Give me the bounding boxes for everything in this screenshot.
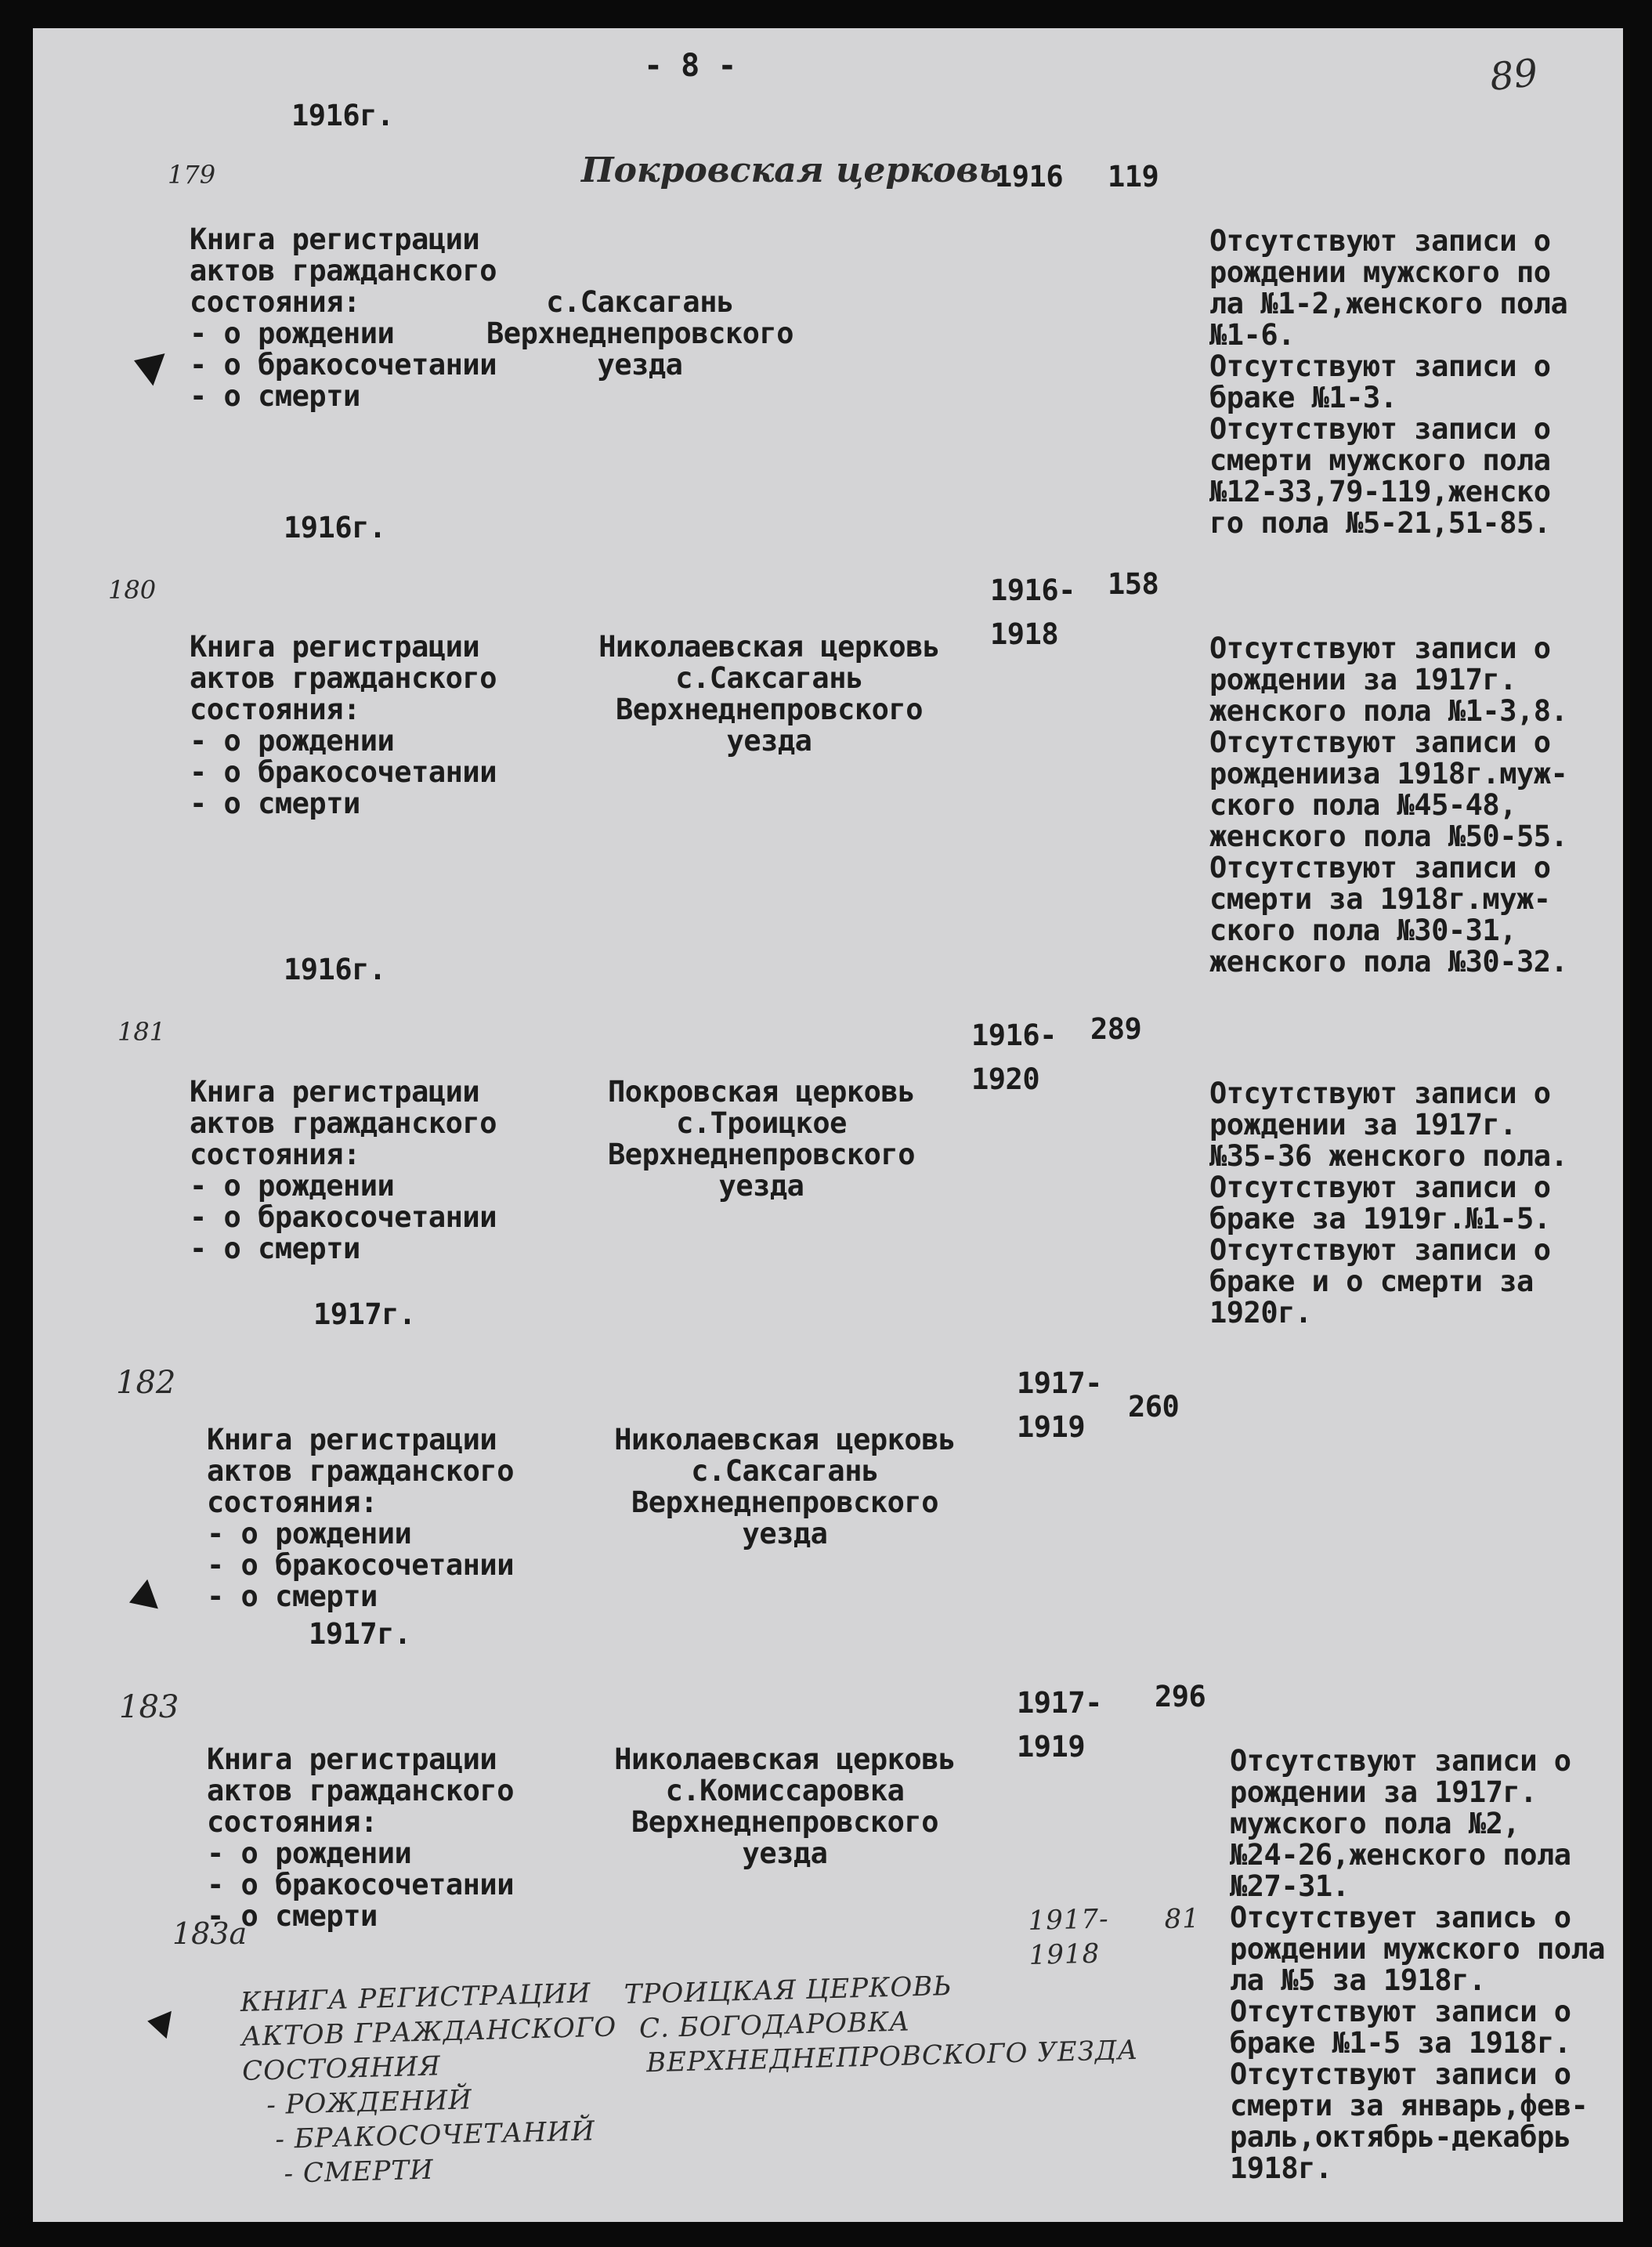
record-number: 183 [119, 1689, 179, 1725]
record-notes: Отсутствуют записи о рождении мужского по ла №1-2,женского пола №1-6. Отсутствуют записи о браке №1-3. Отсутствуют записи о смерти мужского пола №12-33,79-119,женско го пола №5-21,51-85. [1209, 224, 1568, 540]
record-number: 182 [116, 1365, 176, 1401]
record-years: 1916- 1920 [971, 1019, 1057, 1096]
archive-page-number: 89 [1488, 50, 1540, 100]
record-title: Книга регистрации актов гражданского состояния: - о рождении - о бракосочетании - о смерти [190, 1075, 497, 1265]
record-title: Книга регистрации актов гражданского состояния: - о рождении - о бракосочетании - о смерти [190, 223, 497, 413]
margin-mark [145, 2007, 172, 2039]
record-title: Книга регистрации актов гражданского состояния: - о рождении - о бракосочетании - о смерти [190, 630, 497, 820]
record-count: 81 [1164, 1902, 1201, 1935]
record-count: 296 [1155, 1680, 1206, 1713]
year-header: 1916г. [284, 511, 386, 545]
margin-mark [124, 1579, 158, 1618]
record-title: Книга регистрации актов гражданского состояния: - о рождении - о бракосочетании - о смерти [207, 1423, 514, 1613]
record-years: 1916- 1918 [990, 574, 1075, 651]
record-notes: Отсутствуют записи о рождении за 1917г. женского пола №1-3,8. Отсутствуют записи о рожденииза 1918г.муж- ского пола №45-48, женского пола №50-55. Отсутствуют записи о смерти за 1918г.муж- ского пола №30-31, женского пола №30-32. [1209, 631, 1568, 979]
document-page [33, 28, 1623, 2222]
record-place: Покровская церковь с.Троицкое Верхнеднепровского уезда [608, 1075, 915, 1203]
record-years: 1917- 1919 [1017, 1366, 1102, 1444]
record-years: 1917- 1918 [1028, 1903, 1110, 1971]
record-count: 158 [1108, 567, 1159, 601]
record-number: 181 [117, 1017, 166, 1047]
record-count: 119 [1108, 160, 1159, 194]
record-place: Николаевская церковь с.Саксагань Верхнеднепровского уезда [614, 1423, 956, 1550]
record-place: Николаевская церковь с.Комиссаровка Верхнеднепровского уезда [614, 1742, 956, 1870]
year-header: 1917г. [313, 1297, 416, 1331]
record-count: 289 [1090, 1012, 1142, 1046]
record-place: ТРОИЦКАЯ ЦЕРКОВЬ С. БОГОДАРОВКА ВЕРХНЕДНЕПРОВСКОГО УЕЗДА [624, 1970, 1139, 2079]
record-years: 1916 [995, 160, 1064, 194]
year-header: 1916г. [291, 99, 394, 132]
record-place: Николаевская церковь с.Саксагань Верхнеднепровского уезда [598, 630, 940, 758]
record-notes: Отсутствуют записи о рождении за 1917г. мужского пола №2, №24-26,женского пола №27-31. Отсутствует запись о рождении мужского пола ла №5 за 1918г. Отсутствуют записи о браке №1-5 за 1918г. Отсутствуют записи о смерти за январь,фев- раль,октябрь-декабрь 1918г. [1230, 1744, 1606, 2185]
margin-mark [128, 345, 165, 386]
page-number: - 8 - [644, 48, 736, 84]
record-years: 1917- 1919 [1017, 1686, 1102, 1764]
year-header: 1917г. [309, 1617, 411, 1651]
record-notes: Отсутствуют записи о рождении за 1917г. №35-36 женского пола. Отсутствуют записи о браке за 1919г.№1-5. Отсутствуют записи о браке и о смерти за 1920г. [1209, 1076, 1568, 1330]
record-number: 183а [172, 1916, 248, 1951]
record-place: с.Саксагань Верхнеднепровского уезда [486, 285, 793, 382]
record-number: 180 [108, 575, 157, 605]
record-title: КНИГА РЕГИСТРАЦИИ АКТОВ ГРАЖДАНСКОГО СОСТОЯНИЯ - РОЖДЕНИЙ - БРАКОСОЧЕТАНИЙ - СМЕРТИ [240, 1977, 617, 2190]
record-place-handwritten: Покровская церковь [581, 150, 1002, 190]
record-number: 179 [168, 160, 216, 190]
year-header: 1916г. [284, 953, 386, 986]
record-count: 260 [1128, 1390, 1180, 1424]
record-title: Книга регистрации актов гражданского состояния: - о рождении - о бракосочетании - о смерти [207, 1742, 514, 1933]
